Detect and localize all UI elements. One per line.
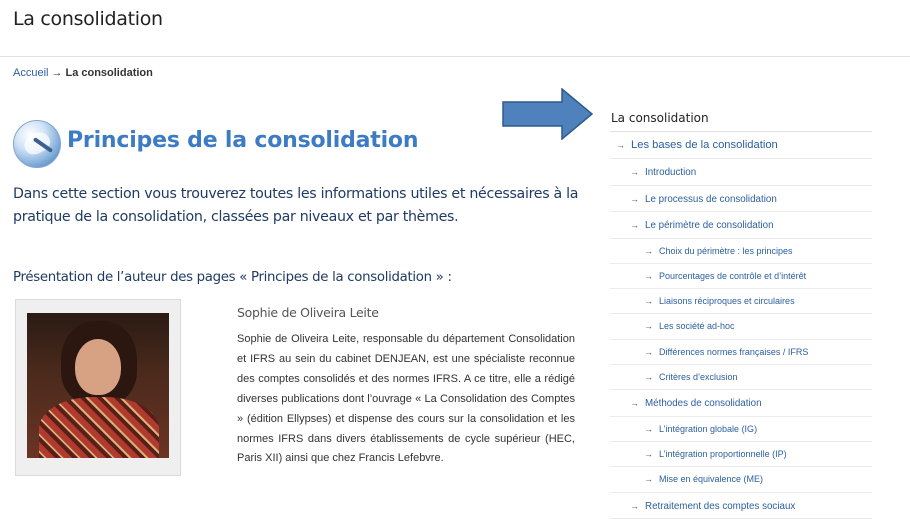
sidebar-item-label: Méthodes de consolidation: [645, 398, 762, 410]
sidebar-item-label: L’intégration globale (IG): [659, 423, 758, 434]
sidebar-item-label: Critères d’exclusion: [659, 371, 738, 382]
sidebar-item-label: Le processus de consolidation: [645, 193, 777, 205]
arrow-right-icon: →: [630, 500, 639, 511]
page-title: Principes de la consolidation: [67, 128, 419, 153]
sidebar-item-label: Pourcentages de contrôle et d’intérêt: [659, 270, 807, 281]
sidebar-item-les-societe-ad-hoc[interactable]: [610, 314, 872, 339]
sidebar-item-label: Mise en équivalence (ME): [659, 474, 764, 485]
sidebar-item-label: Choix du périmètre : les principes: [659, 245, 793, 256]
arrow-right-icon: →: [630, 193, 639, 204]
arrow-right-icon: →: [644, 474, 653, 485]
right-arrow-icon: [502, 88, 594, 140]
breadcrumb: [13, 67, 153, 79]
arrow-right-icon: →: [616, 140, 625, 150]
author-name: Sophie de Oliveira Leite: [237, 305, 379, 320]
sidebar-item-label: Le périmètre de consolidation: [645, 220, 774, 231]
arrow-right-icon: →: [630, 220, 639, 230]
site-header: [0, 0, 910, 57]
author-bio: Sophie de Oliveira Leite, responsable du département Consolidation et IFRS au sein du cabinet DENJEAN, est une spécialiste reconnue des comptes consolidés et des normes IFRS. A ce titre, elle a rédigé diverses publications dont l’ouvrage « La Consolidation des Comptes » (édition Ellypses) et dispense des cours sur la consolidation et les normes IFRS dans divers établissements de cycle supérieur (HEC, Paris XII) ainsi que chez Francis Lefebvre.: [237, 333, 575, 465]
author-photo: [27, 313, 169, 458]
arrow-right-icon: →: [644, 321, 653, 332]
arrow-right-icon: →: [630, 167, 639, 177]
sidebar-item-liaisons-reciproques-et-circulaires[interactable]: [610, 289, 872, 314]
breadcrumb-home-link[interactable]: Accueil: [13, 67, 49, 79]
author-photo-frame: [15, 299, 181, 476]
author-section-heading: Présentation de l’auteur des pages « Principes de la consolidation » :: [13, 270, 452, 285]
arrow-right-icon: →: [644, 423, 653, 434]
sidebar-item-differences-normes-francaises-ifrs[interactable]: [610, 340, 872, 365]
arrow-right-icon: →: [644, 296, 653, 307]
arrow-right-icon: →: [644, 371, 653, 382]
sidebar-item-pourcentages-de-controle-et-d-interet[interactable]: [610, 264, 872, 289]
breadcrumb-separator: →: [51, 67, 63, 79]
sidebar-title[interactable]: La consolidation: [610, 108, 872, 132]
sidebar-item-introduction[interactable]: [610, 159, 872, 186]
arrow-right-icon: →: [644, 449, 653, 460]
sidebar-item-label: Retraitement des comptes sociaux: [645, 500, 796, 512]
sidebar-item-label: Introduction: [645, 167, 697, 178]
sidebar-item-l-integration-globale-ig[interactable]: [610, 417, 872, 442]
consolidation-hand-pen-icon: [13, 120, 61, 168]
arrow-right-icon: →: [644, 270, 653, 281]
sidebar-item-label: Différences normes françaises / IFRS: [659, 346, 809, 357]
sidebar-item-label: Liaisons réciproques et circulaires: [659, 296, 795, 307]
breadcrumb-current: La consolidation: [65, 67, 153, 79]
site-title[interactable]: La consolidation: [13, 8, 163, 30]
sidebar-item-les-bases-de-la-consolidation[interactable]: [610, 132, 872, 159]
sidebar-item-l-integration-proportionnelle-ip[interactable]: [610, 442, 872, 467]
sidebar-item-label: Les société ad-hoc: [659, 321, 735, 332]
sidebar-item-choix-du-perimetre-les-principes[interactable]: [610, 239, 872, 264]
sidebar-item-label: L’intégration proportionnelle (IP): [659, 449, 787, 460]
sidebar-item-le-perimetre-de-consolidation[interactable]: [610, 212, 872, 239]
arrow-right-icon: →: [644, 346, 653, 357]
sidebar-nav-list: [610, 132, 872, 519]
sidebar-item-criteres-d-exclusion[interactable]: [610, 365, 872, 390]
sidebar-item-retraitement-des-comptes-sociaux[interactable]: [610, 493, 872, 520]
sidebar-item-label: Les bases de la consolidation: [631, 139, 778, 151]
sidebar-item-mise-en-equivalence-me[interactable]: [610, 467, 872, 492]
sidebar-item-methodes-de-consolidation[interactable]: [610, 390, 872, 417]
sidebar-item-le-processus-de-consolidation[interactable]: [610, 186, 872, 213]
arrow-right-icon: →: [644, 245, 653, 256]
sidebar-nav: [610, 108, 872, 519]
intro-text: Dans cette section vous trouverez toutes les informations utiles et nécessaires à la pratique de la consolidation, classées par niveaux et par thèmes.: [13, 186, 579, 225]
arrow-right-icon: →: [630, 398, 639, 409]
